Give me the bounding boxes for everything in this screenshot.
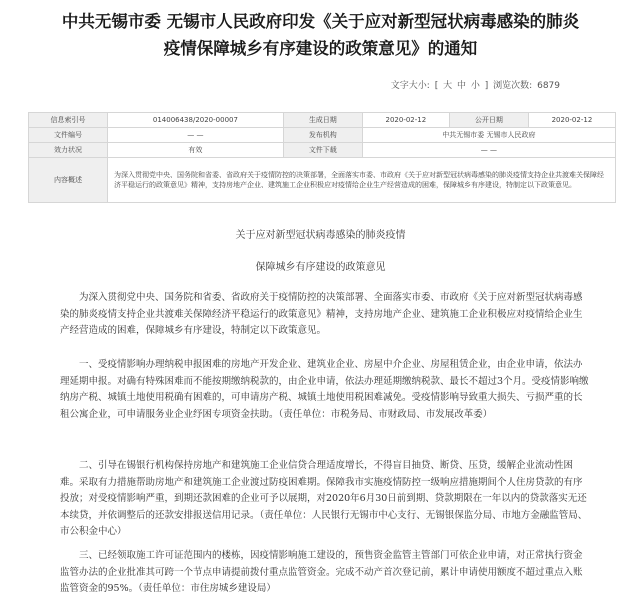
gen-date-label: 生成日期: [283, 113, 362, 128]
issuer-value: 中共无锡市委 无锡市人民政府: [362, 128, 615, 143]
download-label: 文件下载: [283, 143, 362, 158]
font-size-label: 文字大小:: [390, 81, 430, 91]
bracket-open: [: [434, 81, 439, 91]
index-value: 014006438/2020-00007: [108, 113, 284, 128]
page-title: 中共无锡市委 无锡市人民政府印发《关于应对新型冠状病毒感染的肺炎疫情保障城乡有序建设的政策意见》的通知: [61, 12, 580, 58]
status-value: 有效: [108, 143, 284, 158]
views-label: 浏览次数:: [493, 81, 533, 91]
table-row: [29, 128, 616, 143]
doc-no-label: 文件编号: [29, 128, 108, 143]
table-row: [29, 158, 616, 203]
doc-no-value: — —: [108, 128, 284, 143]
doc-title-line1: 关于应对新型冠状病毒感染的肺炎疫情: [235, 230, 406, 241]
pub-date-value: 2020-02-12: [528, 113, 615, 128]
summary-value: 为深入贯彻党中央、国务院和省委、省政府关于疫情防控的决策部署，全面落实市委、市政府《关于应对新型冠状病毒感染的肺炎疫情支持企业共渡难关保障经济平稳运行的政策意见》精神，支持房地产企业、建筑施工企业积极应对疫情给企业生产经营造成的困难，保障城乡有序建设，特制定以下政策意见。: [108, 158, 616, 203]
paragraph-intro: 为深入贯彻党中央、国务院和省委、省政府关于疫情防控的决策部署、全面落实市委、市政府《关于应对新型冠状病毒感染的肺炎疫情支持企业共渡难关保障经济平稳运行的政策意见》精神，支持房地产企业、建筑施工企业积极应对疫情给企业生产经营造成的困难，保障城乡有序建设，特制定以下政策意见。: [60, 292, 583, 336]
table-row: [29, 143, 616, 158]
font-size-large-link[interactable]: 大: [443, 81, 453, 91]
table-row: [29, 113, 616, 128]
bracket-close: ]: [484, 81, 489, 91]
download-value[interactable]: — —: [362, 143, 615, 158]
paragraph-3: 三、已经领取施工许可证范围内的楼栋，因疫情影响施工建设的，预售资金监管主管部门可依企业申请，对正常执行资金监管办法的企业批准其可跨一个节点申请提前拨付重点监管资金。完成不动产首次登记前，累计申请使用额度不超过重点入账监管资金的95%。（责任单位：市住房城乡建设局）: [60, 550, 583, 594]
font-size-bar: [390, 78, 561, 91]
summary-label: 内容概述: [29, 158, 108, 203]
index-label: 信息索引号: [29, 113, 108, 128]
issuer-label: 发布机构: [283, 128, 362, 143]
gen-date-value: 2020-02-12: [362, 113, 449, 128]
font-size-small-link[interactable]: 小: [470, 81, 480, 91]
doc-title-line2: 保障城乡有序建设的政策意见: [255, 262, 386, 273]
paragraph-1: 一、受疫情影响办理纳税申报困难的房地产开发企业、建筑业企业、房屋中介企业、房屋租赁企业，由企业申请，依法办理延期申报。对确有特殊困难而不能按期缴纳税款的，由企业申请，依法办理延期缴纳税款、最长不超过3个月。受疫情影响缴纳房产税、城镇土地使用税确有困难的，可申请房产税、城镇土地使用税困难减免。受疫情影响导致重大损失、亏损严重的长租公寓企业，可申请服务业企业纾困专项资金扶助。（责任单位：市税务局、市财政局、市发展改革委）: [60, 359, 589, 420]
pub-date-label: 公开日期: [449, 113, 528, 128]
status-label: 效力状况: [29, 143, 108, 158]
views-count: 6879: [537, 81, 560, 91]
info-table: [28, 112, 616, 203]
font-size-medium-link[interactable]: 中: [457, 81, 467, 91]
paragraph-2: 二、引导在锡银行机构保持房地产和建筑施工企业信贷合理适度增长，不得盲目抽贷、断贷、压贷，缓解企业流动性困难。采取有力措施帮助房地产和建筑施工企业渡过防疫困难期。保障我市实施疫情防控一级响应措施期间个人住房贷款的有序投放；对受疫情影响严重，到期还款困难的企业可予以展期，对2020年6月30日前到期、贷款期限在一年以内的贷款落实无还本续贷，并依调整后的还款安排报送信用记录。（责任单位：人民银行无锡市中心支行、无锡银保监分局、市地方金融监管局、市公积金中心）: [60, 460, 588, 537]
